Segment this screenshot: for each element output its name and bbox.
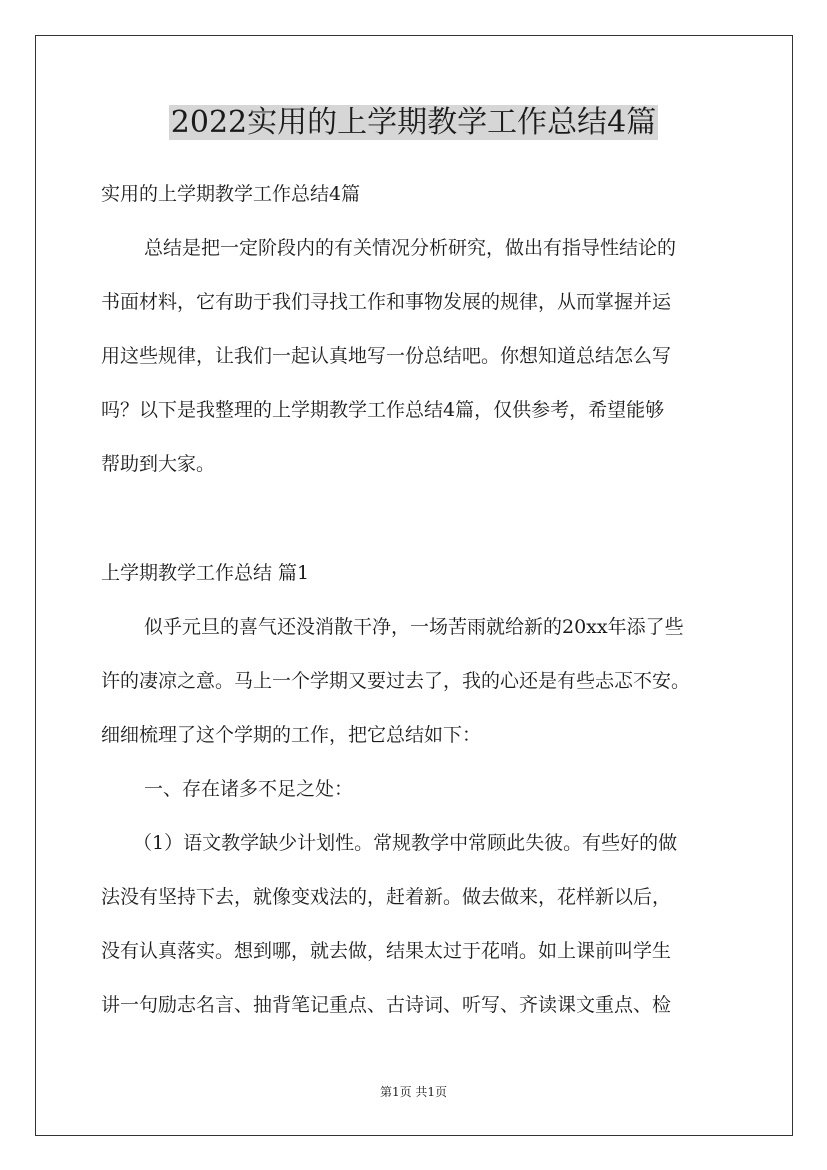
body-line: （1）语文教学缺少计划性。常规教学中常顾此失彼。有些好的做 (133, 832, 678, 854)
intro-line: 总结是把一定阶段内的有关情况分析研究，做出有指导性结论的 (144, 237, 677, 259)
intro-line: 吗？以下是我整理的上学期教学工作总结4篇，仅供参考，希望能够 (101, 399, 665, 421)
section-heading: 上学期教学工作总结 篇1 (101, 562, 310, 584)
body-line: 没有认真落实。想到哪，就去做，结果太过于花哨。如上课前叫学生 (101, 940, 672, 962)
document-title: 2022实用的上学期教学工作总结4篇 (170, 105, 657, 140)
intro-line: 用这些规律，让我们一起认真地写一份总结吧。你想知道总结怎么写 (101, 345, 672, 367)
body-line: 法没有坚持下去，就像变戏法的，赶着新。做去做来，花样新以后， (101, 886, 672, 908)
body-line: 似乎元旦的喜气还没消散干净，一场苦雨就给新的20xx年添了些 (144, 616, 684, 638)
page-footer: 第1页 共1页 (379, 1085, 448, 1099)
body-line: 一、存在诸多不足之处： (144, 778, 354, 800)
intro-line: 帮助到大家。 (101, 453, 216, 475)
document-subtitle: 实用的上学期教学工作总结4篇 (101, 183, 361, 205)
intro-line: 书面材料，它有助于我们寻找工作和事物发展的规律，从而掌握并运 (101, 291, 672, 313)
body-line: 讲一句励志名言、抽背笔记重点、古诗词、听写、齐读课文重点、检 (101, 994, 672, 1016)
body-line: 细细梳理了这个学期的工作，把它总结如下： (101, 724, 482, 746)
body-line: 许的凄凉之意。马上一个学期又要过去了，我的心还是有些忐忑不安。 (101, 670, 691, 692)
